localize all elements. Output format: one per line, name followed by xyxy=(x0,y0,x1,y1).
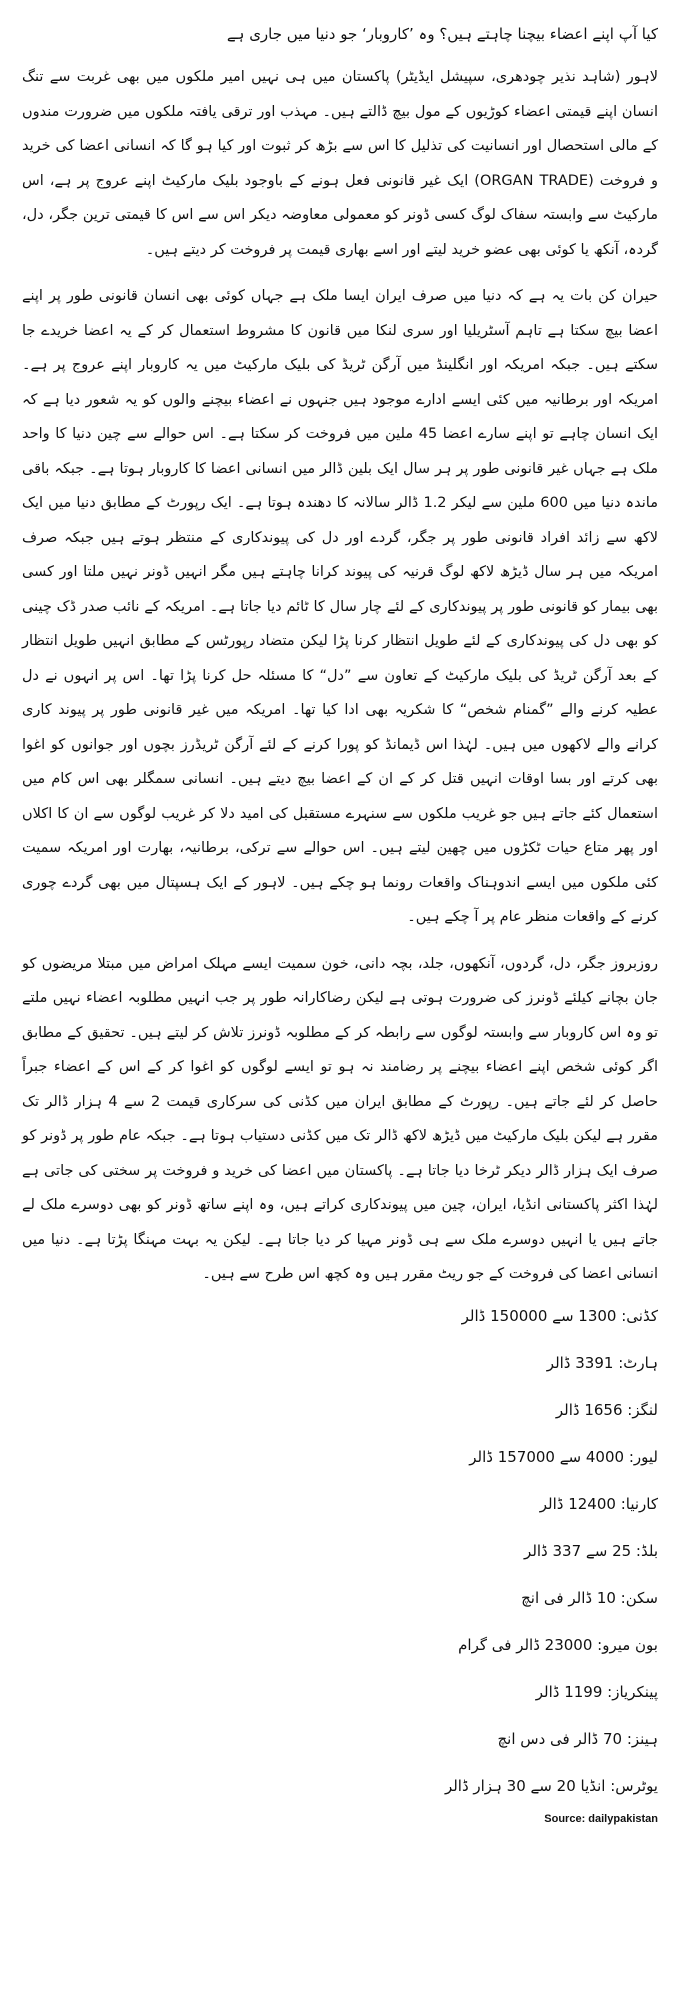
price-item-heart: ہارٹ: 3391 ڈالر xyxy=(546,1353,658,1372)
price-item-bone-marrow: بون میرو: 23000 ڈالر فی گرام xyxy=(458,1635,658,1654)
price-item-blood: بلڈ: 25 سے 337 ڈالر xyxy=(524,1541,658,1560)
price-item-uterus: یوٹرس: انڈیا 20 سے 30 ہزار ڈالر xyxy=(444,1776,658,1795)
organ-price-list xyxy=(22,1304,658,1798)
price-item-kidney: کڈنی: 1300 سے 150000 ڈالر xyxy=(461,1306,658,1325)
price-item-hands: ہینز: 70 ڈالر فی دس انچ xyxy=(497,1729,658,1748)
price-item-liver: لیور: 4000 سے 157000 ڈالر xyxy=(469,1447,658,1466)
source-credit: Source: dailypakistan xyxy=(544,1812,658,1825)
article-paragraph: روزبروز جگر، دل، گردوں، آنکھوں، جلد، بچہ دانی، خون سمیت ایسے مہلک امراض میں مبتلا مریضوں کو جان بچانے کیلئے ڈونرز کی ضرورت ہوتی ہے لیکن رضاکارانہ طور پر جب انہیں مطلوبہ اعضاء نہیں ملتے تو وہ اس کاروبار سے وابستہ لوگوں سے رابطہ کر کے مطلوبہ ڈونرز تلاش کر لیتے ہیں۔ تحقیق کے مطابق اگر کوئی شخص اپنے اعضاء بیچنے پر رضامند نہ ہو تو ایسے لوگوں کو اغوا کر کے اس کے اعضاء جبراً حاصل کر لئے جاتے ہیں۔ رپورٹ کے مطابق ایران میں کڈنی کی سرکاری قیمت 2 سے 4 ہزار ڈالر تک مقرر ہے لیکن بلیک مارکیٹ میں ڈیڑھ لاکھ ڈالر تک میں کڈنی دستیاب ہوتا ہے۔ جبکہ عام طور پر ڈونر کو صرف ایک ہزار ڈالر دیکر ٹرخا دیا جاتا ہے۔ پاکستان میں اعضا کی خرید و فروخت پر سختی کی جاتی ہے لہٰذا اکثر پاکستانی انڈیا، ایران، چین میں پیوندکاری کراتے ہیں، وہ اپنے ساتھ ڈونر کو بھی دوسرے ملک لے جاتے ہیں یا انہیں دوسرے ملک سے ہی ڈونر مہیا کر دیا جاتا ہے۔ لیکن یہ بہت مہنگا پڑتا ہے۔ دنیا میں انسانی اعضا کی فروخت کے جو ریٹ مقرر ہیں وہ کچھ اس طرح سے ہیں۔ xyxy=(22,955,658,1282)
article-paragraph: لاہور (شاہد نذیر چودھری، سپیشل ایڈیٹر) پاکستان میں ہی نہیں امیر ملکوں میں بھی غربت سے تنگ انسان اپنے قیمتی اعضاء کوڑیوں کے مول بیچ ڈالتے ہیں۔ مہذب اور ترقی یافتہ ملکوں میں ضرورت مندوں کے مالی استحصال اور انسانیت کی تذلیل کا اس سے بڑھ کر ثبوت اور کیا ہو گا کہ انسانی اعضا کی خرید و فروخت (ORGAN TRADE) ایک غیر قانونی فعل ہونے کے باوجود بلیک مارکیٹ اپنے عروج پر ہے، اس مارکیٹ سے وابستہ سفاک لوگ کسی ڈونر کو معمولی معاوضہ دیکر اس سے اس کا قیمتی ترین جگر، دل، گردہ، آنکھ یا کوئی بھی عضو خرید لیتے اور اسے بھاری قیمت پر فروخت کر دیتے ہیں۔ xyxy=(22,69,658,258)
article-paragraph: حیران کن بات یہ ہے کہ دنیا میں صرف ایران ایسا ملک ہے جہاں کوئی بھی انسان قانونی طور پر اپنے اعضا بیچ سکتا ہے تاہم آسٹریلیا اور سری لنکا میں قانون کا مشروط استعمال کر کے یہ اعضا خریدے جا سکتے ہیں۔ جبکہ امریکہ اور انگلینڈ میں آرگن ٹریڈ کی بلیک مارکیٹ میں یہ کاروبار اپنے عروج پر ہے۔ امریکہ اور برطانیہ میں کئی ایسے ادارے موجود ہیں جنہوں نے اعضاء بیچنے والوں کو یہ شعور دیا ہے کہ ایک انسان چاہے تو اپنے سارے اعضا 45 ملین میں فروخت کر سکتا ہے۔ اس حوالے سے چین دنیا کا واحد ملک ہے جہاں غیر قانونی طور پر ہر سال ایک بلین ڈالر میں انسانی اعضا کا کاروبار ہوتا ہے۔ جبکہ باقی ماندہ دنیا میں 600 ملین سے لیکر 1.2 ڈالر سالانہ کا دھندہ ہوتا ہے۔ ایک رپورٹ کے مطابق دنیا میں ایک لاکھ سے زائد افراد قانونی طور پر جگر، گردے اور دل کی پیوندکاری کے منتظر ہوتے ہیں جبکہ صرف امریکہ میں ہر سال ڈیڑھ لاکھ لوگ قرنیہ کی پیوند کرانا چاہتے ہیں مگر انہیں ڈونر نہیں ملتا اور کسی بھی بیمار کو قانونی طور پر پیوندکاری کے لئے چار سال کا ٹائم دیا جاتا ہے۔ امریکہ کے نائب صدر ڈک چینی کو بھی دل کی پیوندکاری کے لئے طویل انتظار کرنا پڑا لیکن متضاد رپورٹس کے مطابق انہیں طویل انتظار کے بعد آرگن ٹریڈ کی بلیک مارکیٹ کے تعاون سے ”دل“ کا مسئلہ حل کرنا پڑا تھا۔ اس پر انہوں نے دل عطیہ کرنے والے ”گمنام شخص“ کا شکریہ بھی ادا کیا تھا۔ امریکہ میں غیر قانونی طور پر پیوند کاری کرانے والے لاکھوں میں ہیں۔ لہٰذا اس ڈیمانڈ کو پورا کرنے کے لئے آرگن ٹریڈرز بچوں اور جوانوں کو اغوا بھی کرتے اور بسا اوقات انہیں قتل کر کے ان کے اعضا بیچ دیتے ہیں۔ انسانی سمگلر بھی اس کام میں استعمال کئے جاتے ہیں جو غریب ملکوں سے سنہرے مستقبل کی امید دلا کر غریب لوگوں سے ان کا اکلاں اور پھر متاع حیات ٹکڑوں میں چھین لیتے ہیں۔ اس حوالے سے ترکی، برطانیہ، بھارت اور امریکہ سمیت کئی ملکوں میں ایسے اندوہناک واقعات رونما ہو چکے ہیں۔ لاہور کے ایک ہسپتال میں بھی گردے چوری کرنے کے واقعات منظر عام پر آ چکے ہیں۔ xyxy=(22,288,659,925)
price-item-lungs: لنگز: 1656 ڈالر xyxy=(555,1400,658,1419)
price-item-skin: سکن: 10 ڈالر فی انچ xyxy=(521,1588,658,1607)
article-headline: کیا آپ اپنے اعضاء بیچنا چاہتے ہیں؟ وہ ’کاروبار‘ جو دنیا میں جاری ہے xyxy=(226,25,658,43)
price-item-cornea: کارنیا: 12400 ڈالر xyxy=(539,1494,658,1513)
price-item-pancreas: پینکریاز: 1199 ڈالر xyxy=(535,1682,658,1701)
